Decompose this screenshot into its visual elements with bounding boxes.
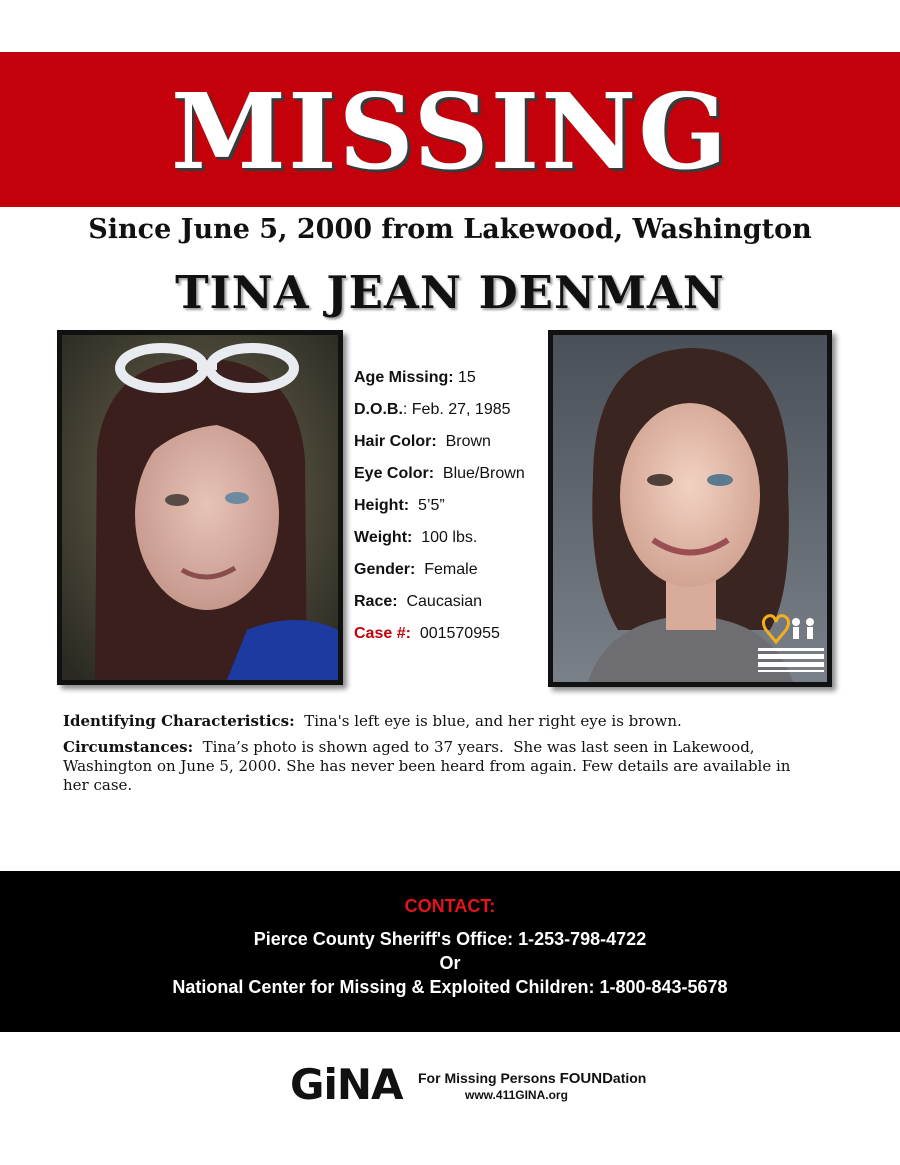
missing-since-line: Since June 5, 2000 from Lakewood, Washington xyxy=(88,214,812,245)
missing-title: MISSING xyxy=(170,70,730,193)
fact-weight: Weight: 100 lbs. xyxy=(354,529,478,546)
photo-original xyxy=(57,330,343,685)
photo-age-progressed xyxy=(548,330,832,687)
contact-title: CONTACT: xyxy=(404,896,496,916)
gina-footer xyxy=(290,1062,690,1108)
contact-or: Or xyxy=(439,953,461,973)
fact-age-missing: Age Missing: 15 xyxy=(354,369,476,386)
fact-gender: Gender: Female xyxy=(354,561,478,578)
gina-logo-icon: GiNA xyxy=(290,1060,403,1109)
gina-url: www.411GINA.org xyxy=(465,1088,568,1102)
fact-eye-color: Eye Color: Blue/Brown xyxy=(354,465,525,482)
fact-height: Height: 5’5” xyxy=(354,497,445,514)
fact-hair-color: Hair Color: Brown xyxy=(354,433,491,450)
gina-tagline: For Missing Persons FOUNDation xyxy=(418,1070,647,1087)
fact-case-number: Case #: 001570955 xyxy=(354,625,500,642)
circumstances: Circumstances: Tina’s photo is shown aged to 37 years. She was last seen in Lakewood, Washington on June 5, 2000. She has never been heard from again. Few details are available in her case. xyxy=(63,738,796,794)
contact-box xyxy=(0,871,900,1032)
case-details xyxy=(63,712,808,802)
person-name: TINA JEAN DENMAN xyxy=(175,266,725,319)
fact-dob: D.O.B.: Feb. 27, 1985 xyxy=(354,401,511,418)
contact-sheriff: Pierce County Sheriff's Office: 1-253-798-4722 xyxy=(253,929,647,949)
contact-ncmec: National Center for Missing & Exploited Children: 1-800-843-5678 xyxy=(172,977,728,997)
facts-list xyxy=(354,367,544,655)
fact-race: Race: Caucasian xyxy=(354,593,483,610)
identifying-characteristics: Identifying Characteristics: Tina's left eye is blue, and her right eye is brown. xyxy=(63,712,682,730)
